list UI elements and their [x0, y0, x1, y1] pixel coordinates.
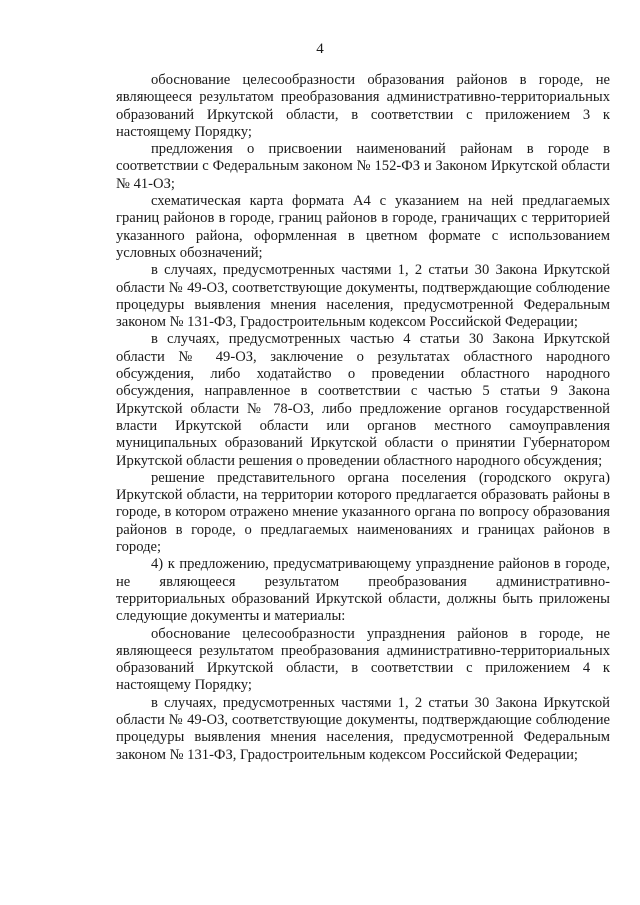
paragraph-public-opinion-documents-abolition: в случаях, предусмотренных частями 1, 2 статьи 30 Закона Иркутской области № 49-ОЗ, соответствующие документы, подтверждающие соблюдение процедуры выявления мнения населения, предусмотренной Федеральным законом № 131-ФЗ, Градостроительным кодексом Российской Федерации;	[116, 694, 610, 763]
paragraph-justification-abolition: обоснование целесообразности упразднения районов в городе, не являющееся результатом преобразования административно-территориальных образований Иркутской области, в соответствии с приложением 4 к настоящему Порядку;	[116, 625, 610, 694]
page-number: 4	[316, 41, 324, 57]
paragraph-abolition-proposal: 4) к предложению, предусматривающему упразднение районов в городе, не являющееся результатом преобразования административно-территориальных образований Иркутской области, должны быть приложены следующие документы и материалы:	[116, 556, 610, 625]
paragraph-schematic-map: схематическая карта формата А4 с указанием на ней предлагаемых границ районов в городе, границ районов в городе, граничащих с территорией указанного района, оформленная в цветном формате с использованием условных обозначений;	[116, 193, 610, 261]
paragraph-justification-formation: обоснование целесообразности образования районов в городе, не являющееся результатом преобразования административно-территориальных образований Иркутской области, в соответствии с приложением 3 к настоящему Порядку;	[116, 72, 610, 140]
document-body	[116, 72, 610, 764]
paragraph-representative-body-decision: решение представительного органа поселения (городского округа) Иркутской области, на территории которого предлагается образовать районы в городе, в котором отражено мнение указанного органа по вопросу образования районов в городе, о предлагаемых наименованиях и границах районов в городе;	[116, 469, 610, 556]
paragraph-public-opinion-documents: в случаях, предусмотренных частями 1, 2 статьи 30 Закона Иркутской области № 49-ОЗ, соответствующие документы, подтверждающие соблюдение процедуры выявления мнения населения, предусмотренной Федеральным законом № 131-ФЗ, Градостроительным кодексом Российской Федерации;	[116, 262, 610, 331]
paragraph-regional-discussion: в случаях, предусмотренных частью 4 статьи 30 Закона Иркутской области № 49-ОЗ, заключение о результатах областного народного обсуждения, либо ходатайство о проведении областного народного обсуждения, направленное в соответствии с частью 5 статьи 9 Закона Иркутской области № 78-ОЗ, либо предложение органов государственной власти Иркутской области или органов местного самоуправления муниципальных образований Иркутской области о принятии Губернатором Иркутской области решения о проведении областного народного обсуждения;	[116, 331, 610, 469]
paragraph-district-names: предложения о присвоении наименований районам в городе в соответствии с Федеральным законом № 152-ФЗ и Законом Иркутской области № 41-ОЗ;	[116, 141, 610, 192]
